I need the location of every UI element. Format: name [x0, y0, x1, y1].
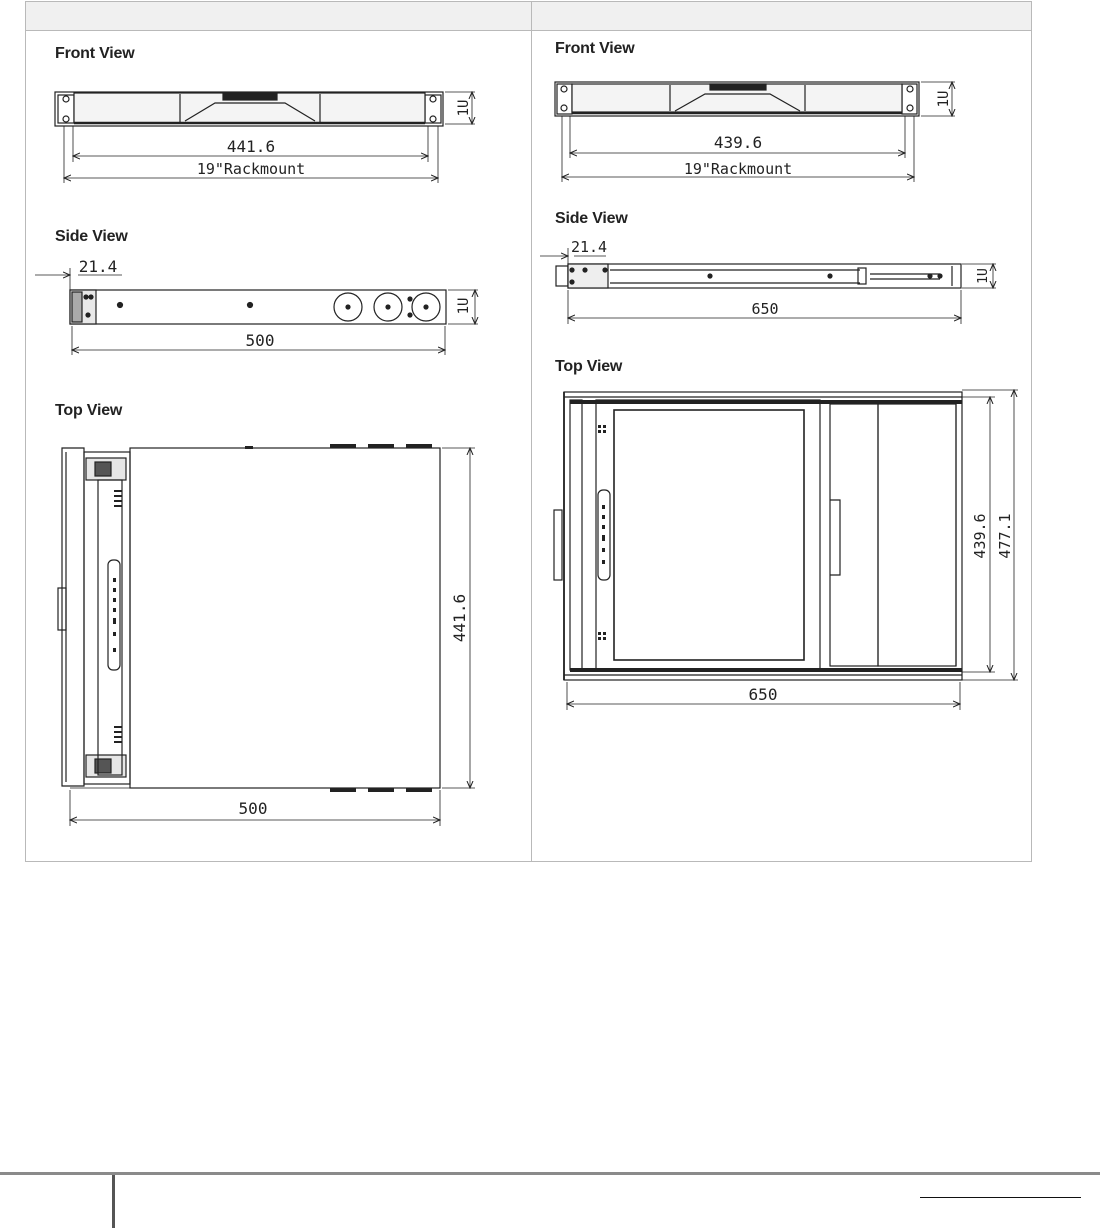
right-top-outer-width-label: 477.1 [996, 513, 1014, 559]
right-top-inner-width-label: 439.6 [971, 513, 989, 559]
left-side-view-title: Side View [55, 228, 128, 245]
right-front-rack-label: 19"Rackmount [683, 160, 793, 178]
left-front-view-title: Front View [55, 45, 135, 62]
left-top-view-drawing [58, 444, 475, 826]
footer-underline [920, 1197, 1081, 1198]
left-top-width-label: 441.6 [450, 593, 469, 643]
left-front-width-label: 441.6 [226, 137, 276, 156]
right-front-height-label: 1U [936, 90, 952, 108]
left-side-height-label: 1U [456, 297, 472, 315]
right-side-depth-label: 650 [751, 300, 779, 318]
left-top-view-title: Top View [55, 402, 123, 419]
left-front-height-label: 1U [456, 99, 472, 117]
right-side-view-title: Side View [555, 210, 628, 227]
right-top-view-title: Top View [555, 358, 623, 375]
left-top-depth-label: 500 [238, 799, 268, 818]
right-side-offset-label: 21.4 [570, 238, 608, 256]
left-front-rack-label: 19"Rackmount [196, 160, 306, 178]
right-top-view-drawing [554, 390, 1018, 710]
left-side-depth-label: 500 [245, 331, 275, 350]
footer-divider [112, 1175, 115, 1228]
right-side-height-label: 1U [976, 268, 991, 284]
left-side-offset-label: 21.4 [78, 257, 118, 276]
right-front-width-label: 439.6 [713, 133, 763, 152]
footer-rule [0, 1172, 1100, 1175]
right-front-view-title: Front View [555, 40, 635, 57]
right-top-depth-label: 650 [748, 685, 778, 704]
